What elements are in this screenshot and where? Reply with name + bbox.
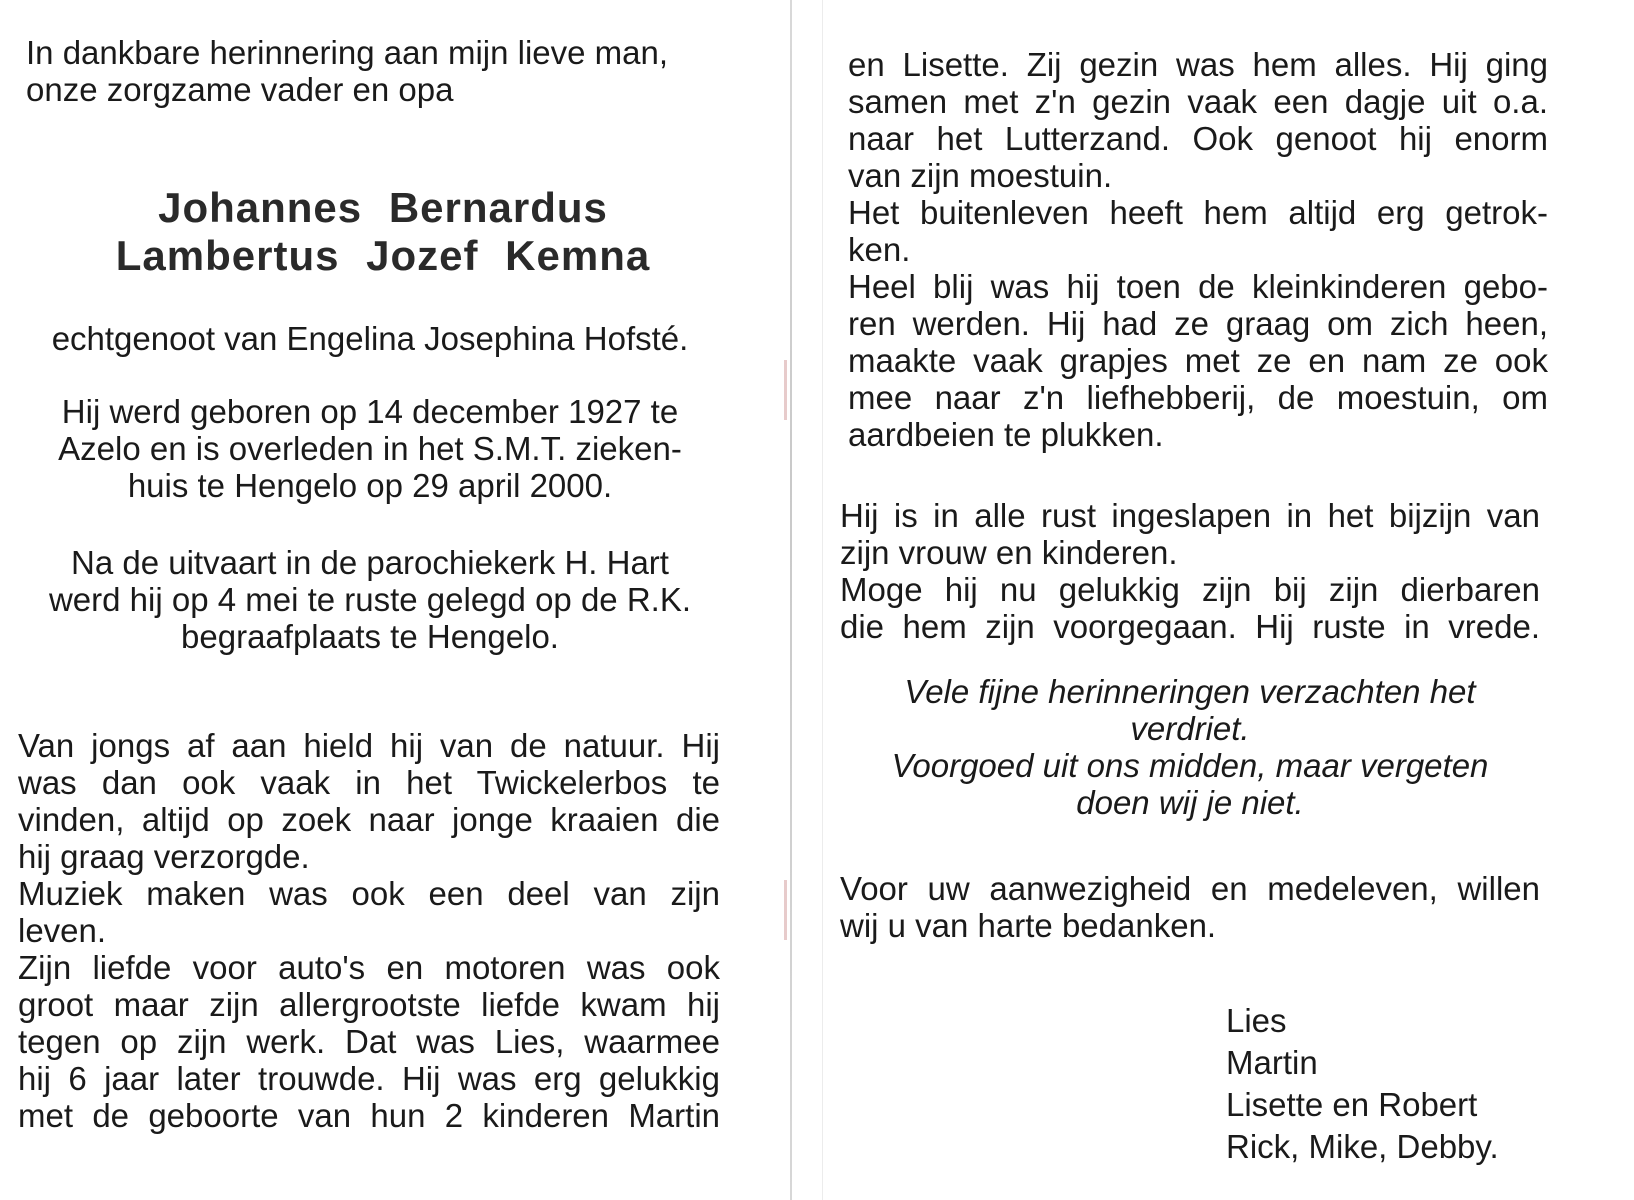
page-fold [790,0,792,1200]
deceased-name [18,184,748,280]
story-line: hij graag verzorgde. [18,838,310,875]
left-panel [18,0,718,1200]
rest-line: Hij is in alle rust ingeslapen in het bijzijn van [840,497,1540,534]
life-story-left [18,727,720,1134]
signer-name: Rick, Mike, Debby. [1226,1128,1499,1165]
quote-line: doen wij je niet. [1076,784,1304,821]
story-line: samen met z'n gezin vaak een dagje uit o.a. [848,83,1548,120]
rest-text [840,497,1540,645]
fold-mark [784,880,787,940]
story-line: Van jongs af aan hield hij van de natuur. Hij [18,727,720,764]
rest-line: zijn vrouw en kinderen. [840,534,1178,571]
memorial-quote [840,673,1540,821]
story-line: Muziek maken was ook een deel van zijn [18,875,720,912]
funeral-line: Na de uitvaart in de parochiekerk H. Hart [71,544,669,581]
spouse-line: echtgenoot van Engelina Josephina Hofsté. [51,320,689,357]
story-line: hij 6 jaar later trouwde. Hij was erg gelukkig [18,1060,720,1097]
intro-line: onze zorgzame vader en opa [26,71,454,108]
signer-name: Lisette en Robert [1226,1086,1478,1123]
spouse-text [18,320,722,357]
rest-line: die hem zijn voorgegaan. Hij ruste in vrede. [840,608,1540,645]
story-line: naar het Lutterzand. Ook genoot hij enorm [848,120,1548,157]
right-panel [840,0,1560,1200]
name-line: Lambertus Jozef Kemna [115,232,651,279]
rest-line: Moge hij nu gelukkig zijn bij zijn dierbaren [840,571,1540,608]
quote-line: Voorgoed uit ons midden, maar vergeten [891,747,1489,784]
funeral-line: werd hij op 4 mei te ruste gelegd op de R.K. [48,581,692,618]
story-line: Het buitenleven heeft hem altijd erg getrok- [848,194,1548,231]
birth-line: Hij werd geboren op 14 december 1927 te [61,393,679,430]
story-line: tegen op zijn werk. Dat was Lies, waarmee [18,1023,720,1060]
story-line: leven. [18,912,107,949]
life-story-right [848,46,1548,453]
thanks-text [840,870,1540,944]
birth-line: huis te Hengelo op 29 april 2000. [127,467,613,504]
intro-line: In dankbare herinnering aan mijn lieve man, [26,34,669,71]
family-signers [1226,1000,1499,1168]
story-line: groot maar zijn allergrootste liefde kwam hij [18,986,720,1023]
story-line: vinden, altijd op zoek naar jonge kraaien die [18,801,720,838]
story-line: met de geboorte van hun 2 kinderen Martin [18,1097,720,1134]
story-line: van zijn moestuin. [848,157,1113,194]
story-line: Zijn liefde voor auto's en motoren was ook [18,949,720,986]
story-line: maakte vaak grapjes met ze en nam ze ook [848,342,1548,379]
thanks-line: Voor uw aanwezigheid en medeleven, willen [840,870,1540,907]
story-line: en Lisette. Zij gezin was hem alles. Hij ging [848,46,1548,83]
thanks-line: wij u van harte bedanken. [840,907,1217,944]
story-line: Heel blij was hij toen de kleinkinderen gebo- [848,268,1548,305]
fold-mark [784,360,787,420]
birth-death-text [18,393,722,504]
intro-text [26,34,668,108]
signer-name: Lies [1226,1002,1287,1039]
story-line: ren werden. Hij had ze graag om zich heen, [848,305,1548,342]
name-line: Johannes Bernardus [158,184,608,231]
story-line: mee naar z'n liefhebberij, de moestuin, om [848,379,1548,416]
story-line: was dan ook vaak in het Twickelerbos te [18,764,720,801]
story-line: aardbeien te plukken. [848,416,1164,453]
fold-shadow [822,0,823,1200]
story-line: ken. [848,231,911,268]
funeral-line: begraafplaats te Hengelo. [181,618,559,655]
quote-line: Vele fijne herinneringen verzachten het [904,673,1476,710]
quote-line: verdriet. [1130,710,1250,747]
funeral-text [18,544,722,655]
signer-name: Martin [1226,1044,1318,1081]
birth-line: Azelo en is overleden in het S.M.T. zieken- [58,430,682,467]
